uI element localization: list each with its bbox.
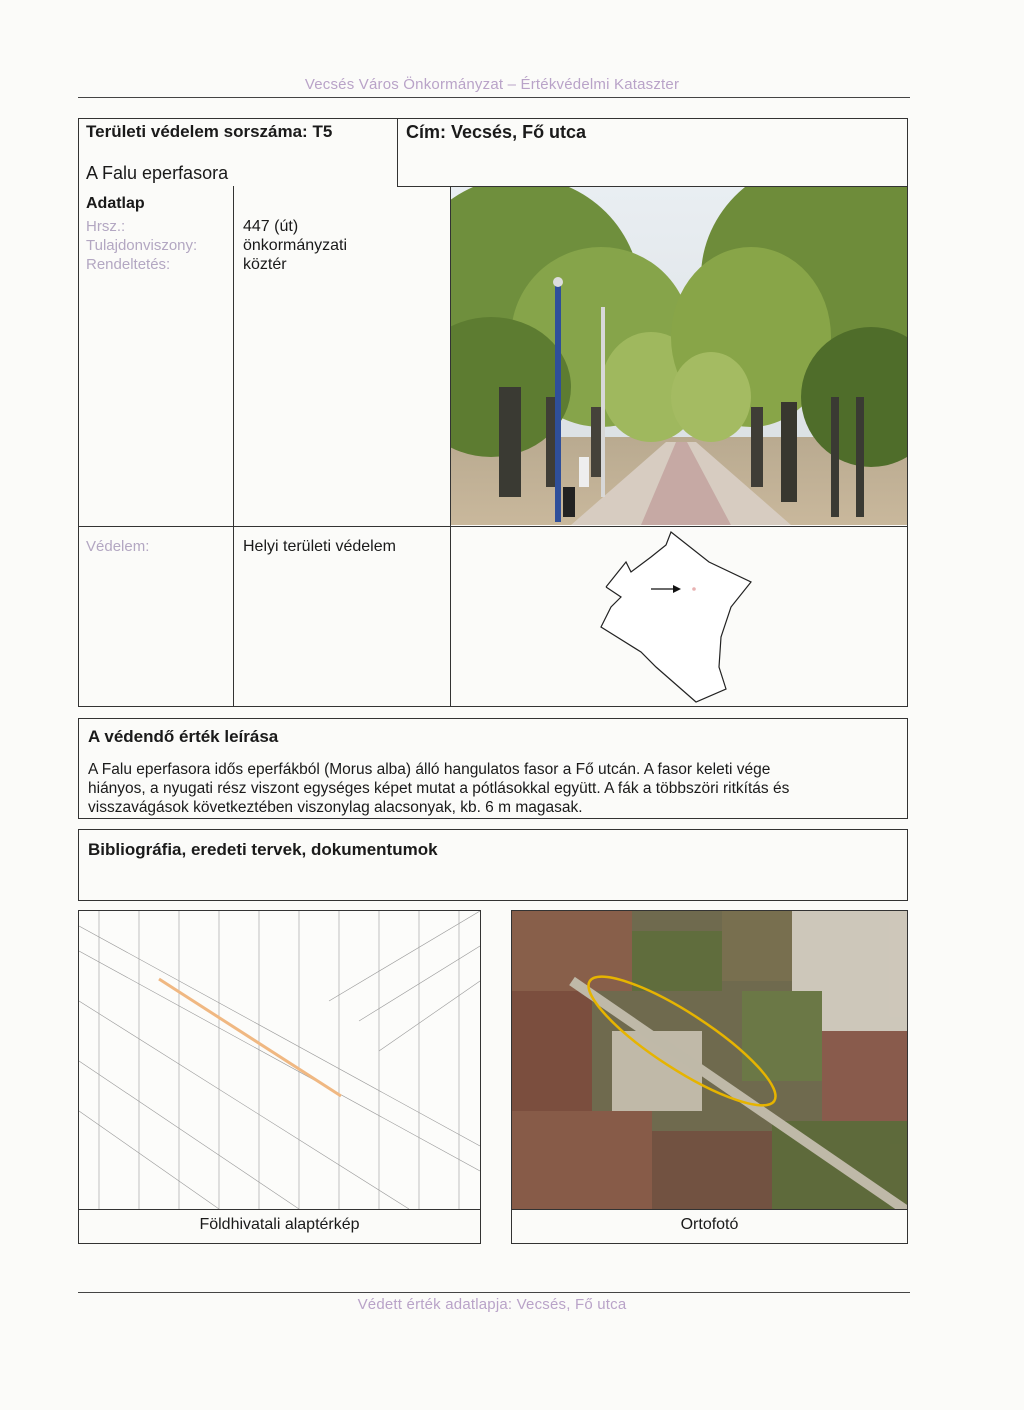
ortho-caption: Ortofotó bbox=[680, 1216, 739, 1233]
description-line-1: A Falu eperfasora idős eperfákból (Morus alba) álló hangulatos fasor a Fő utcán. A fasor keleti vége bbox=[88, 761, 771, 778]
orthophoto bbox=[512, 911, 907, 1209]
tree-alley-photo bbox=[451, 187, 907, 525]
divider bbox=[397, 118, 398, 187]
protection-value: Helyi területi védelem bbox=[243, 538, 396, 555]
description-heading: A védendő érték leírása bbox=[88, 727, 279, 746]
serial-label: Területi védelem sorszáma: T5 bbox=[86, 122, 333, 141]
page-header: Vecsés Város Önkormányzat – Értékvédelmi Kataszter bbox=[304, 76, 680, 93]
divider bbox=[511, 1209, 908, 1210]
lot-label: Hrsz.: bbox=[86, 218, 126, 235]
purpose-label: Rendeltetés: bbox=[86, 256, 171, 273]
address-label: Cím: Vecsés, Fő utca bbox=[406, 122, 587, 142]
divider bbox=[233, 186, 234, 707]
cadastral-caption: Földhivatali alaptérkép bbox=[199, 1216, 360, 1233]
datasheet-heading: Adatlap bbox=[86, 195, 145, 212]
bibliography-heading: Bibliográfia, eredeti tervek, dokumentumok bbox=[88, 840, 438, 859]
purpose-value: köztér bbox=[243, 256, 287, 273]
cadastral-map bbox=[79, 911, 480, 1209]
lot-value: 447 (út) bbox=[243, 218, 299, 235]
description-line-3: visszavágások következtében viszonylag alacsonyak, kb. 6 m magasak. bbox=[88, 799, 583, 816]
header-rule bbox=[78, 97, 910, 98]
divider bbox=[78, 1209, 481, 1210]
footer-rule bbox=[78, 1292, 910, 1293]
description-line-2: hiányos, a nyugati rész viszont egységes képet mutat a pótlásokkal együtt. A fák a többszöri ritkítás és bbox=[88, 780, 790, 797]
object-name: A Falu eperfasora bbox=[86, 163, 229, 183]
location-map bbox=[451, 527, 907, 706]
ownership-label: Tulajdonviszony: bbox=[86, 237, 198, 254]
protection-label: Védelem: bbox=[86, 538, 150, 555]
ownership-value: önkormányzati bbox=[243, 237, 348, 254]
page-footer: Védett érték adatlapja: Vecsés, Fő utca bbox=[357, 1296, 627, 1313]
